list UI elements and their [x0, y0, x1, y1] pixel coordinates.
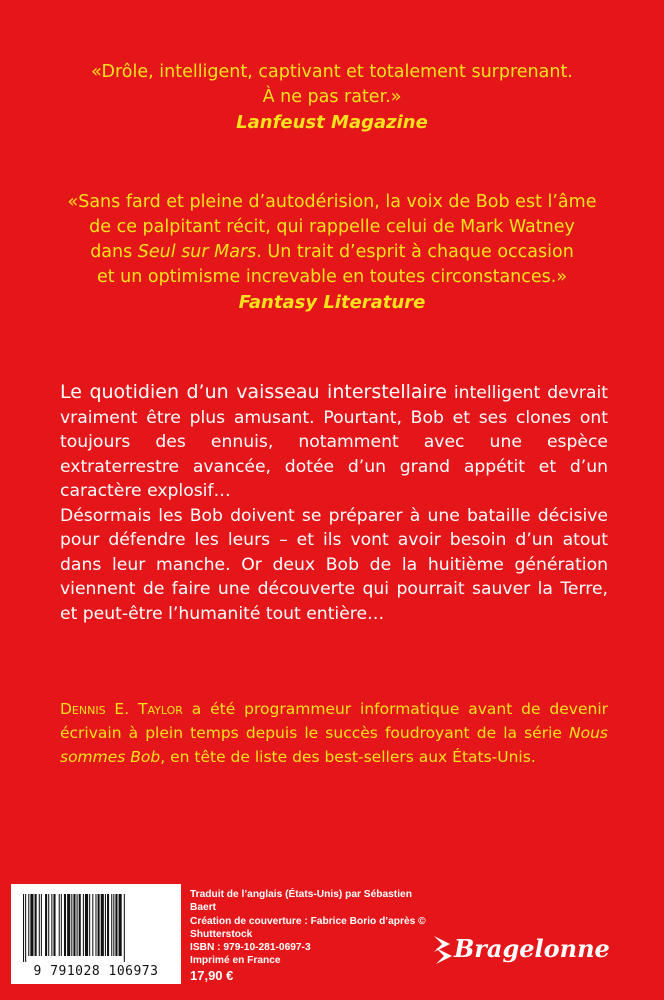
barcode-bar [67, 894, 70, 956]
publisher-name: Bragelonne [454, 934, 610, 963]
barcode-bar [98, 894, 100, 956]
barcode-bar [64, 894, 66, 956]
barcode-bar [92, 894, 93, 956]
barcode-bar [51, 894, 52, 956]
barcode-bar [41, 894, 42, 956]
review-lanfeust [40, 60, 624, 136]
barcode-bar [83, 894, 84, 956]
review-quote: «Drôle, intelligent, captivant et totalement surprenant. À ne pas rater.» [91, 62, 573, 107]
review-quote: «Sans fard et pleine d’autodérision, la voix de Bob est l’âme de ce palpitant récit, qui rappelle celui de Mark Watney dans Seul sur Mars. Un trait d’esprit à chaque occasion et un optimisme increvable en toutes circonstances.» [67, 192, 597, 287]
barcode-bar [53, 894, 55, 956]
blurb-paragraph-1: Le quotidien d’un vaisseau interstellaire intelligent devrait vraiment être plus amusant. Pourtant, Bob et ses clones ont toujours des ennuis, notamment avec une espèce extraterrestre avancée, dotée d’un grand appétit et d’un caractère explosif… [60, 381, 608, 501]
barcode-bar [115, 894, 117, 956]
barcode-bar [119, 894, 122, 956]
barcode-bar [48, 894, 49, 956]
blurb-lead: Le quotidien d’un vaisseau interstellaire [60, 381, 447, 403]
isbn: ISBN : 979-10-281-0697-3 [190, 942, 311, 954]
book-blurb [60, 380, 608, 626]
author-name: Dennis E. Taylor [60, 700, 183, 718]
author-bio: Dennis E. Taylor a été programmeur informatique avant de devenir écrivain à plein temps depuis le succès foudroyant de la série Nous sommes Bob, en tête de liste des best-sellers aux États-Unis. [60, 700, 608, 766]
barcode-bar [107, 894, 109, 956]
barcode-bar [95, 894, 96, 956]
barcode-bar [25, 894, 26, 962]
translation-credit: Traduit de l’anglais (États-Unis) par Sébastien Baert [190, 889, 412, 914]
barcode-bar [28, 894, 29, 956]
printed-in: Imprimé en France [190, 955, 281, 967]
series-title: Nous sommes Bob [60, 724, 608, 766]
barcode-bar [59, 894, 60, 956]
barcode-bar [45, 894, 47, 956]
barcode-bar [35, 894, 37, 956]
book-title-seul-sur-mars: Seul sur Mars [137, 242, 257, 262]
barcode-bar [89, 894, 90, 956]
barcode-bar [30, 894, 33, 956]
barcode [11, 884, 181, 984]
price: 17,90 € [190, 967, 234, 983]
barcode-bar [61, 894, 62, 956]
barcode-digits: 9 791028 106973 [33, 964, 159, 979]
review-fantasy-literature [40, 190, 624, 316]
barcode-bar [39, 894, 40, 956]
review-source: Fantasy Literature [238, 292, 426, 313]
barcode-bar [77, 894, 78, 956]
barcode-bar [124, 894, 125, 962]
review-source: Lanfeust Magazine [236, 112, 428, 133]
barcode-bar [111, 894, 112, 956]
bragelonne-logo-icon [432, 930, 632, 970]
barcode-bar [79, 894, 81, 956]
barcode-bar [71, 894, 72, 956]
publisher-logo [432, 930, 632, 974]
barcode-bar [105, 894, 106, 956]
cover-credit: Création de couverture : Fabrice Borio d’après © Shutterstock [190, 915, 426, 940]
credits-block [190, 888, 440, 984]
barcode-bar [85, 894, 88, 956]
barcode-bar [101, 894, 104, 956]
blurb-paragraph-2: Désormais les Bob doivent se préparer à une bataille décisive pour défendre les leurs – et ils vont avoir besoin d’un atout dans leur manche. Or deux Bob de la huitième génération viennent de faire une découverte qui pourrait sauver la Terre, et peut-être l’humanité tout entière… [60, 505, 608, 624]
barcode-bars [21, 894, 171, 962]
barcode-bar [113, 894, 114, 956]
barcode-bar [73, 894, 75, 956]
barcode-bar [23, 894, 24, 962]
